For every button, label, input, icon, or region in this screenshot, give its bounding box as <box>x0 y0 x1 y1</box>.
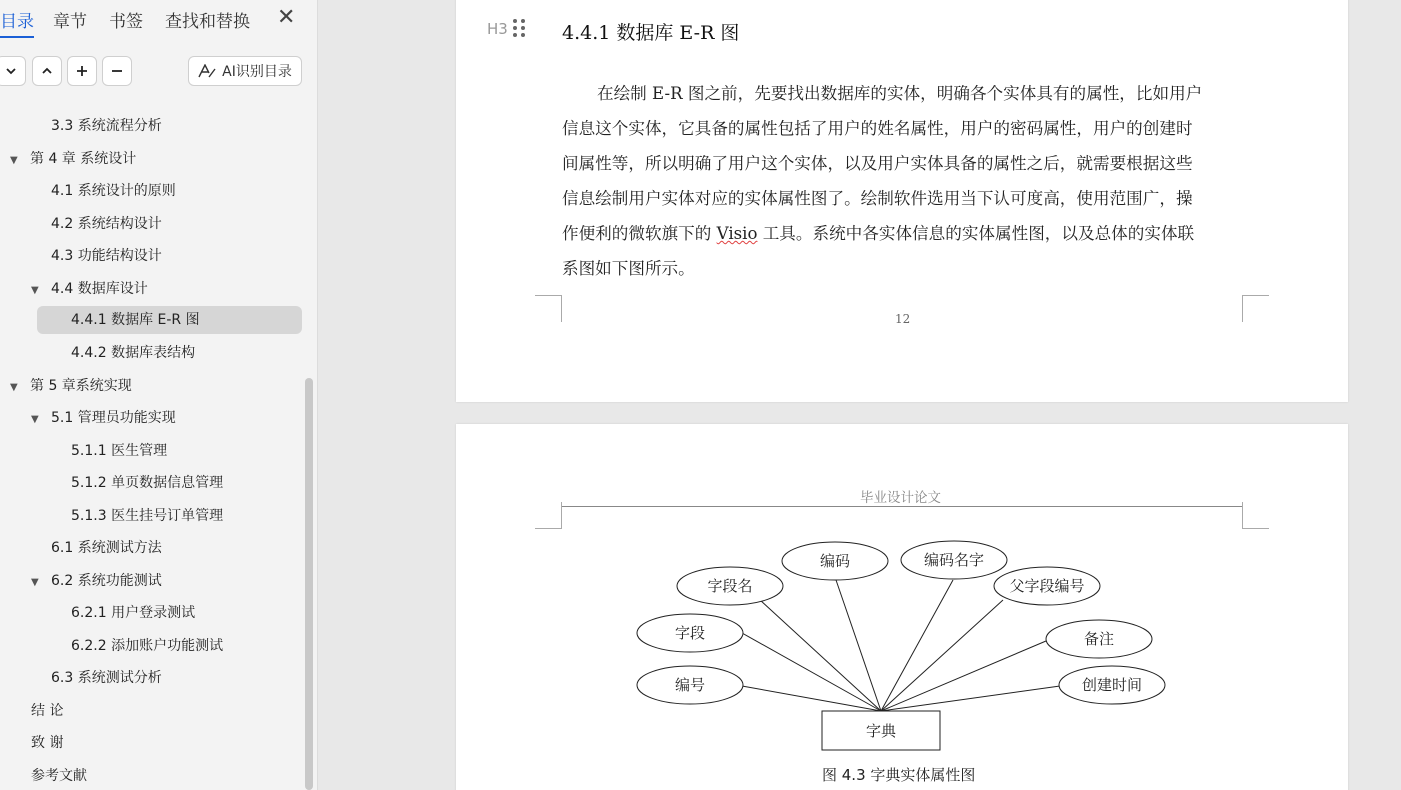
page-header: 毕业设计论文 <box>860 490 941 506</box>
toc-item-selected[interactable] <box>37 306 302 334</box>
er-attribute-label: 字段 <box>674 624 706 642</box>
toc-item[interactable] <box>31 729 63 757</box>
toc-item-label: 致 谢 <box>31 735 64 751</box>
spellcheck-word[interactable]: Visio <box>716 224 758 243</box>
toc-item[interactable] <box>31 697 63 725</box>
triangle-down-icon[interactable]: ▼ <box>31 414 39 425</box>
er-attribute-label: 字段名 <box>707 577 753 595</box>
chevron-down-icon <box>4 64 18 78</box>
toc-item-label: 4.3 功能结构设计 <box>51 248 162 264</box>
toc-item-label: 4.4.2 数据库表结构 <box>71 345 196 361</box>
paragraph-line <box>562 216 1244 251</box>
ai-icon <box>198 64 216 78</box>
body-paragraph[interactable] <box>562 76 1244 286</box>
toc-item[interactable] <box>51 534 162 562</box>
paragraph-line: 信息绘制用户实体对应的实体属性图了。绘制软件选用当下认可度高，使用范围广，操 <box>562 189 1193 208</box>
toc-item[interactable] <box>31 275 148 303</box>
er-attribute-label: 编号 <box>674 676 706 694</box>
ai-recognize-toc-button[interactable] <box>188 56 302 86</box>
toc-item-label: 6.2.1 用户登录测试 <box>71 605 196 621</box>
plus-icon <box>75 64 89 78</box>
triangle-down-icon[interactable]: ▼ <box>31 285 39 296</box>
remove-level-button[interactable] <box>102 56 132 86</box>
toc-item-label: 4.2 系统结构设计 <box>51 216 162 232</box>
toc-item-label: 5.1.2 单页数据信息管理 <box>71 475 224 491</box>
crop-mark <box>1242 295 1269 322</box>
add-level-button[interactable] <box>67 56 97 86</box>
toc-sidebar <box>0 0 318 790</box>
toc-item-label: 第 4 章 系统设计 <box>30 151 137 167</box>
toc-item[interactable] <box>71 632 223 660</box>
paragraph-line: 间属性等，所以明确了用户这个实体，以及用户实体具备的属性之后，就需要根据这些 <box>562 154 1193 173</box>
triangle-down-icon[interactable]: ▼ <box>31 577 39 588</box>
toc-item-label: 6.3 系统测试分析 <box>51 670 162 686</box>
toc-item-label: 5.1.3 医生挂号订单管理 <box>71 508 224 524</box>
toc-item[interactable] <box>71 339 195 367</box>
sidebar-tabs <box>0 0 317 40</box>
paragraph-line: 系图如下图所示。 <box>562 259 695 278</box>
toc-item[interactable] <box>51 242 162 270</box>
toc-item[interactable] <box>51 177 176 205</box>
triangle-down-icon[interactable]: ▼ <box>10 155 18 166</box>
tab-bookmarks[interactable]: 书签 <box>109 12 143 32</box>
tab-find-replace[interactable]: 查找和替换 <box>165 12 250 32</box>
er-entity-label: 字典 <box>865 722 897 740</box>
toc-item-label: 参考文献 <box>31 768 87 784</box>
expand-all-button[interactable] <box>0 56 26 86</box>
minus-icon <box>110 64 124 78</box>
toc-item[interactable] <box>51 210 162 238</box>
crop-mark <box>1242 502 1269 529</box>
section-heading[interactable]: 4.4.1 数据库 E-R 图 <box>562 22 740 44</box>
paragraph-line: 在绘制 E-R 图之前，先要找出数据库的实体，明确各个实体具有的属性，比如用户 <box>597 84 1203 103</box>
triangle-down-icon[interactable]: ▼ <box>10 382 18 393</box>
figure-caption: 图 4.3 字典实体属性图 <box>822 766 976 784</box>
er-attribute-label: 编码名字 <box>923 551 985 569</box>
toc-item-label: 结 论 <box>31 703 64 719</box>
toc-item[interactable] <box>10 372 132 400</box>
close-icon[interactable]: ✕ <box>277 5 296 30</box>
toc-item-label: 5.1 管理员功能实现 <box>51 410 176 426</box>
er-attribute-label: 备注 <box>1083 630 1115 648</box>
toc-item-label: 6.2.2 添加账户功能测试 <box>71 638 224 654</box>
toc-item-label: 第 5 章系统实现 <box>30 378 132 394</box>
toc-item-label: 6.2 系统功能测试 <box>51 573 162 589</box>
er-attribute-label: 编码 <box>819 552 851 570</box>
page-number: 12 <box>895 312 911 326</box>
crop-mark <box>535 295 562 322</box>
toc-item-label: 5.1.1 医生管理 <box>71 443 168 459</box>
paragraph-text: 工具。系统中各实体信息的实体属性图，以及总体的实体联 <box>757 224 1195 243</box>
toc-item-label: 4.4 数据库设计 <box>51 281 148 297</box>
toc-item[interactable] <box>71 502 223 530</box>
paragraph-text: 作便利的微软旗下的 <box>562 224 717 243</box>
toc-item[interactable] <box>71 469 223 497</box>
paragraph-line: 信息这个实体，它具备的属性包括了用户的姓名属性，用户的密码属性，用户的创建时 <box>562 119 1193 138</box>
toc-item[interactable] <box>71 437 167 465</box>
ai-button-label: AI识别目录 <box>222 64 292 80</box>
er-diagram[interactable] <box>620 530 1180 760</box>
toc-item-label: 4.1 系统设计的原则 <box>51 183 176 199</box>
toc-item[interactable] <box>10 145 136 173</box>
toc-item-label: 6.1 系统测试方法 <box>51 540 162 556</box>
toc-item[interactable] <box>51 112 162 140</box>
heading-level-icon[interactable]: H3 <box>487 20 508 38</box>
toc-item[interactable] <box>31 762 87 790</box>
collapse-all-button[interactable] <box>32 56 62 86</box>
toc-item[interactable] <box>31 567 162 595</box>
toc-item[interactable] <box>31 404 176 432</box>
tab-toc[interactable]: 目录 <box>0 7 34 32</box>
toc-item[interactable] <box>71 599 195 627</box>
toc-item-label: 4.4.1 数据库 E-R 图 <box>71 312 200 328</box>
tab-chapters[interactable]: 章节 <box>53 12 87 32</box>
crop-mark <box>535 502 562 529</box>
drag-handle-icon[interactable] <box>512 18 526 38</box>
header-rule <box>561 506 1243 507</box>
chevron-up-icon <box>40 64 54 78</box>
sidebar-scrollbar[interactable] <box>305 378 313 790</box>
er-attribute-label: 创建时间 <box>1081 676 1143 694</box>
er-attribute-label: 父字段编号 <box>1009 577 1085 595</box>
toc-item[interactable] <box>51 664 162 692</box>
toc-item-label: 3.3 系统流程分析 <box>51 118 162 134</box>
